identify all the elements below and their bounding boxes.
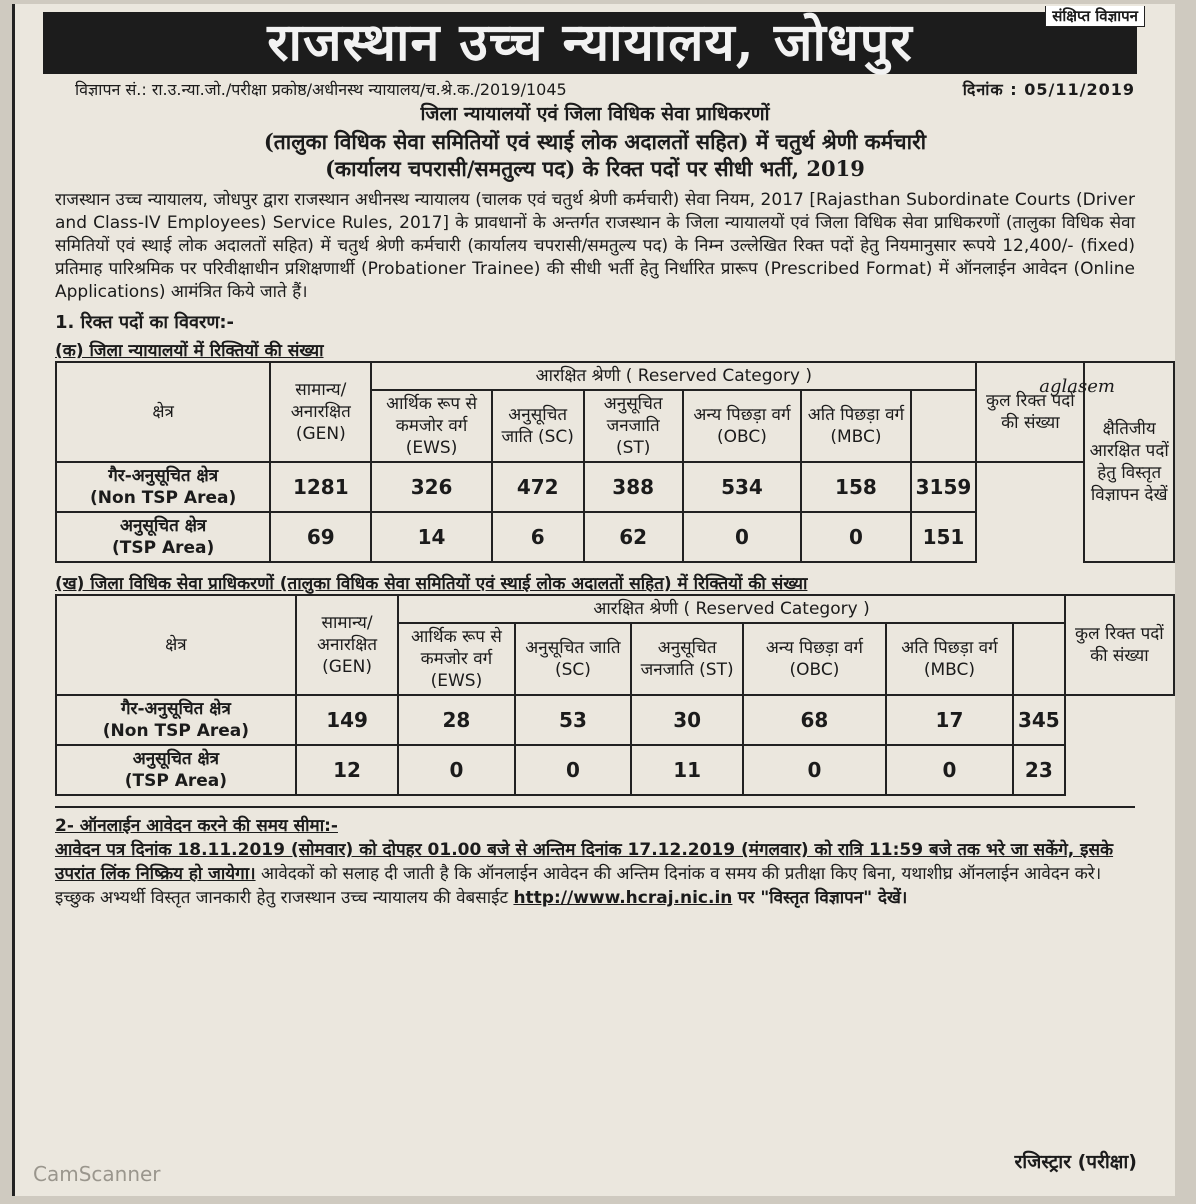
cell-total: 151 — [911, 512, 977, 562]
cell-sc: 53 — [515, 695, 632, 745]
cell-ews: 14 — [371, 512, 491, 562]
website-link[interactable]: http://www.hcraj.nic.in — [513, 888, 733, 908]
cell-ews: 326 — [371, 462, 491, 512]
cell-mbc: 158 — [801, 462, 910, 512]
th-area: क्षेत्र — [56, 362, 270, 462]
th-obc: अन्य पिछड़ा वर्ग (OBC) — [683, 390, 801, 462]
th-ews: आर्थिक रूप से कमजोर वर्ग (EWS) — [398, 623, 514, 695]
ad-date: दिनांक : 05/11/2019 — [962, 80, 1135, 99]
th-st: अनुसूचित जनजाति (ST) — [631, 623, 742, 695]
ref-number: विज्ञापन सं.: रा.उ.न्या.जो./परीक्षा प्रकोष्ठ/अधीनस्थ न्यायालय/च.श्रे.क./2019/1045 — [75, 80, 567, 99]
cell-obc: 0 — [683, 512, 801, 562]
row-area — [56, 512, 270, 562]
deadline-heading: 2- ऑनलाईन आवेदन करने की समय सीमा:- — [55, 816, 338, 836]
area-hindi: गैर-अनुसूचित क्षेत्र — [108, 466, 219, 486]
cell-st: 11 — [631, 745, 742, 795]
table-b-caption: (ख) जिला विधिक सेवा प्राधिकरणों (तालुका विधिक सेवा समितियों एवं स्थाई लोक अदालतों सहित) में रिक्तियों की संख्या — [55, 574, 808, 594]
scanner-watermark: CamScanner — [33, 1162, 161, 1186]
th-total: कुल रिक्त पदों की संख्या — [1065, 595, 1174, 695]
th-total: कुल रिक्त पदों की संख्या — [976, 362, 1084, 462]
cell-mbc: 0 — [886, 745, 1013, 795]
area-english: (TSP Area) — [124, 771, 228, 791]
cell-obc: 534 — [683, 462, 801, 512]
th-st: अनुसूचित जनजाति (ST) — [584, 390, 683, 462]
ad-type-tag: संक्षिप्त विज्ञापन — [1045, 6, 1145, 27]
section-1-heading: 1. रिक्त पदों का विवरण:- — [55, 312, 235, 333]
deadline-advice: आवेदकों को सलाह दी जाती है कि ऑनलाईन आवेदन की अन्तिम दिनांक व समय की प्रतीक्षा किए बिना, यथाशीघ्र ऑनलाईन आवेदन करे। इच्छुक अभ्यर्थी विस्तृत जानकारी हेतु राजस्थान उच्च न्यायालय की वेबसाईट — [55, 864, 1102, 908]
subtitle-line-1: जिला न्यायालयों एवं जिला विधिक सेवा प्राधिकरणों — [420, 103, 770, 125]
th-horizontal: क्षैतिजीय आरक्षित पदों हेतु विस्तृत विज्ञापन देखें — [1084, 362, 1174, 562]
table-a — [55, 361, 1175, 563]
area-english: (TSP Area) — [111, 538, 215, 558]
table-b — [55, 594, 1175, 796]
row-area — [56, 462, 270, 512]
cell-gen: 1281 — [270, 462, 371, 512]
cell-st: 62 — [584, 512, 683, 562]
cell-obc: 68 — [743, 695, 886, 745]
th-gen: सामान्य/अनारक्षित (GEN) — [296, 595, 399, 695]
area-english: (Non TSP Area) — [90, 488, 237, 508]
th-mbc: अति पिछड़ा वर्ग (MBC) — [801, 390, 910, 462]
th-gen: सामान्य/अनारक्षित (GEN) — [270, 362, 371, 462]
headline: राजस्थान उच्च न्यायालय, जोधपुर — [43, 12, 1137, 74]
intro-paragraph: राजस्थान उच्च न्यायालय, जोधपुर द्वारा राजस्थान अधीनस्थ न्यायालय (चालक एवं चतुर्थ श्रेणी कर्मचारी) सेवा नियम, 2017 [Rajasthan Subordinate Courts (Driver and Class-IV Employees) Service Rules, 2017] के प्रावधानों के अन्तर्गत राजस्थान के जिला न्यायालयों एवं जिला विधिक सेवा प्राधिकरणों (तालुका विधिक सेवा समितियों एवं स्थाई लोक अदालतों सहित) में चतुर्थ श्रेणी कर्मचारी (कार्यालय चपरासी/समतुल्य पद) के निम्न उल्लेखित रिक्त पदों हेतु नियमानुसार रूपये 12,400/- (fixed) प्रतिमाह पारिश्रमिक पर परिवीक्षाधीन प्रशिक्षणार्थी (Probationer Trainee) की सीधी भर्ती हेतु निर्धारित प्रारूप (Prescribed Format) में ऑनलाईन आवेदन (Online Applications) आमंत्रित किये जाते हैं। — [55, 190, 1135, 302]
cell-mbc: 0 — [801, 512, 910, 562]
th-mbc: अति पिछड़ा वर्ग (MBC) — [886, 623, 1013, 695]
table-row — [56, 745, 1174, 795]
cell-sc: 472 — [492, 462, 584, 512]
cell-mbc: 17 — [886, 695, 1013, 745]
area-hindi: अनुसूचित क्षेत्र — [132, 749, 220, 769]
row-area — [56, 695, 296, 745]
subtitle-line-2: (तालुका विधिक सेवा समितियों एवं स्थाई लोक अदालतों सहित) में चतुर्थ श्रेणी कर्मचारी — [263, 129, 927, 154]
row-area — [56, 745, 296, 795]
subtitle-line-3: (कार्यालय चपरासी/समतुल्य पद) के रिक्त पदों पर सीधी भर्ती, 2019 — [325, 156, 865, 181]
th-area: क्षेत्र — [56, 595, 296, 695]
deadline-dates: आवेदन पत्र दिनांक 18.11.2019 (सोमवार) को दोपहर 01.00 बजे से अन्तिम दिनांक 17.12.2019 (मंगलवार) को रात्रि 11:59 बजे तक भरे जा सकेंगे, इसके उपरांत लिंक निष्क्रिय हो जायेगा। — [55, 840, 1114, 884]
table-row — [56, 695, 1174, 745]
table-a-caption: (क) जिला न्यायालयों में रिक्तियों की संख्या — [55, 341, 324, 361]
th-reserved: आरक्षित श्रेणी ( Reserved Category ) — [398, 595, 1064, 623]
cell-sc: 0 — [515, 745, 632, 795]
table-row — [56, 512, 1174, 562]
cell-gen: 69 — [270, 512, 371, 562]
cell-gen: 12 — [296, 745, 399, 795]
cell-ews: 0 — [398, 745, 514, 795]
cell-sc: 6 — [492, 512, 584, 562]
cell-total: 345 — [1013, 695, 1065, 745]
cell-ews: 28 — [398, 695, 514, 745]
signature-text: aglasem — [1039, 376, 1115, 397]
cell-total: 3159 — [911, 462, 977, 512]
th-reserved: आरक्षित श्रेणी ( Reserved Category ) — [371, 362, 976, 390]
registrar-signature: रजिस्ट्रार (परीक्षा) — [1014, 1151, 1137, 1173]
table-row — [56, 462, 1174, 512]
cell-obc: 0 — [743, 745, 886, 795]
cell-gen: 149 — [296, 695, 399, 745]
deadline-tail: पर "विस्तृत विज्ञापन" देखें। — [737, 888, 908, 908]
newspaper-ad — [12, 4, 1175, 1196]
area-english: (Non TSP Area) — [102, 721, 250, 741]
area-hindi: गैर-अनुसूचित क्षेत्र — [120, 699, 231, 719]
th-obc: अन्य पिछड़ा वर्ग (OBC) — [743, 623, 886, 695]
th-sc: अनुसूचित जाति (SC) — [492, 390, 584, 462]
th-sc: अनुसूचित जाति (SC) — [515, 623, 632, 695]
deadline-section — [55, 806, 1135, 910]
cell-st: 388 — [584, 462, 683, 512]
cell-total: 23 — [1013, 745, 1065, 795]
cell-st: 30 — [631, 695, 742, 745]
th-ews: आर्थिक रूप से कमजोर वर्ग (EWS) — [371, 390, 491, 462]
reference-row — [75, 78, 1135, 100]
area-hindi: अनुसूचित क्षेत्र — [119, 516, 207, 536]
